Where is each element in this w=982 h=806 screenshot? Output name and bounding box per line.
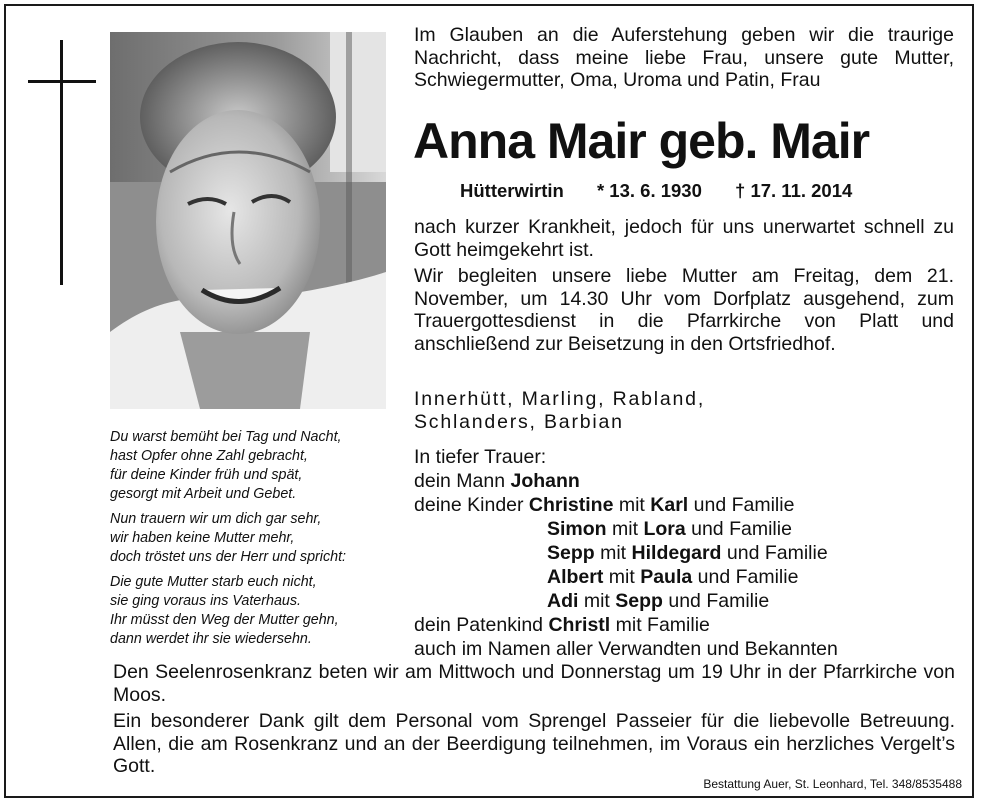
poem-stanza: Du warst bemüht bei Tag und Nacht, hast Opfer ohne Zahl gebracht, für deine Kinder früh und spät, gesorgt mit Arbeit und Gebet.	[110, 429, 342, 502]
mit-word: mit	[594, 542, 632, 564]
poem	[110, 428, 400, 655]
family-word: und Familie	[688, 494, 795, 516]
child-name: Albert	[547, 566, 604, 588]
cross-icon-bar	[28, 80, 96, 83]
mourners	[414, 445, 959, 661]
mourning-heading: In tiefer Trauer:	[414, 446, 547, 468]
family-word: und Familie	[662, 590, 770, 612]
husband-prefix: dein Mann	[414, 470, 511, 492]
funeral-text: Wir begleiten unsere liebe Mutter am Freitag, dem 21. November, um 14.30 Uhr vom Dorfplatz ausgehend, zum Trauergottesdienst in die Pfarrkirche von Platt und anschließend zur Beisetzung in den Ortsfriedhof.	[414, 265, 954, 355]
deceased-name: Anna Mair geb. Mair	[413, 113, 870, 169]
partner-name: Sepp	[615, 590, 663, 612]
child-name: Adi	[547, 590, 579, 612]
funeral-home: Bestattung Auer, St. Leonhard, Tel. 348/8535488	[703, 777, 962, 791]
family-word: und Familie	[721, 542, 828, 564]
child-line	[414, 541, 959, 565]
child-line	[414, 517, 959, 541]
thanks-text: Ein besonderer Dank gilt dem Personal vom Sprengel Passeier für die liebevolle Betreuung. Allen, die am Rosenkranz und an der Beerdigung teilnehmen, im Voraus ein herzliches Vergelt’s Gott.	[113, 710, 955, 777]
child-name: Sepp	[547, 542, 595, 564]
portrait-photo	[110, 32, 386, 409]
godchild-prefix: dein Patenkind	[414, 614, 549, 636]
passing-text: nach kurzer Krankheit, jedoch für uns unerwartet schnell zu Gott heimgekehrt ist.	[414, 216, 954, 261]
birth-date: * 13. 6. 1930	[596, 180, 702, 201]
intro-text: Im Glauben an die Auferstehung geben wir die traurige Nachricht, dass meine liebe Frau, unsere gute Mutter, Schwiegermutter, Oma, Uroma und Patin, Frau	[414, 24, 954, 91]
mit-word: mit	[578, 590, 616, 612]
partner-name: Paula	[640, 566, 693, 588]
child-line	[414, 565, 959, 589]
partner-name: Karl	[650, 494, 689, 516]
husband-name: Johann	[510, 470, 580, 492]
partner-name: Lora	[643, 518, 686, 540]
mit-word: mit	[606, 518, 644, 540]
mit-word: mit	[603, 566, 641, 588]
poem-stanza: Die gute Mutter starb euch nicht, sie ging voraus ins Vaterhaus. Ihr müsst den Weg der Mutter gehn, dann werdet ihr sie wiedersehn.	[110, 574, 339, 647]
profession: Hütterwirtin	[460, 180, 564, 201]
family-word: und Familie	[692, 566, 799, 588]
partner-name: Hildegard	[631, 542, 722, 564]
mit-word: mit	[613, 494, 651, 516]
child-line	[414, 493, 959, 517]
death-date: † 17. 11. 2014	[735, 180, 853, 201]
poem-stanza: Nun trauern wir um dich gar sehr, wir haben keine Mutter mehr, doch tröstet uns der Herr und spricht:	[110, 511, 347, 565]
cross-icon	[60, 40, 63, 285]
life-dates	[460, 180, 852, 202]
godchild-suffix: mit Familie	[610, 614, 710, 636]
rosary-text: Den Seelenrosenkranz beten wir am Mittwoch und Donnerstag um 19 Uhr in der Pfarrkirche von Moos.	[113, 661, 955, 706]
places: Innerhütt, Marling, Rabland, Schlanders, Barbian	[414, 388, 706, 433]
family-word: und Familie	[685, 518, 792, 540]
relatives-line: auch im Namen aller Verwandten und Bekannten	[414, 638, 838, 660]
godchild-line	[414, 613, 959, 637]
child-name: Christine	[528, 494, 614, 516]
husband-line	[414, 469, 959, 493]
child-line	[414, 589, 959, 613]
child-name: Simon	[547, 518, 607, 540]
godchild-name: Christl	[548, 614, 611, 636]
children-prefix: deine Kinder	[414, 494, 529, 516]
